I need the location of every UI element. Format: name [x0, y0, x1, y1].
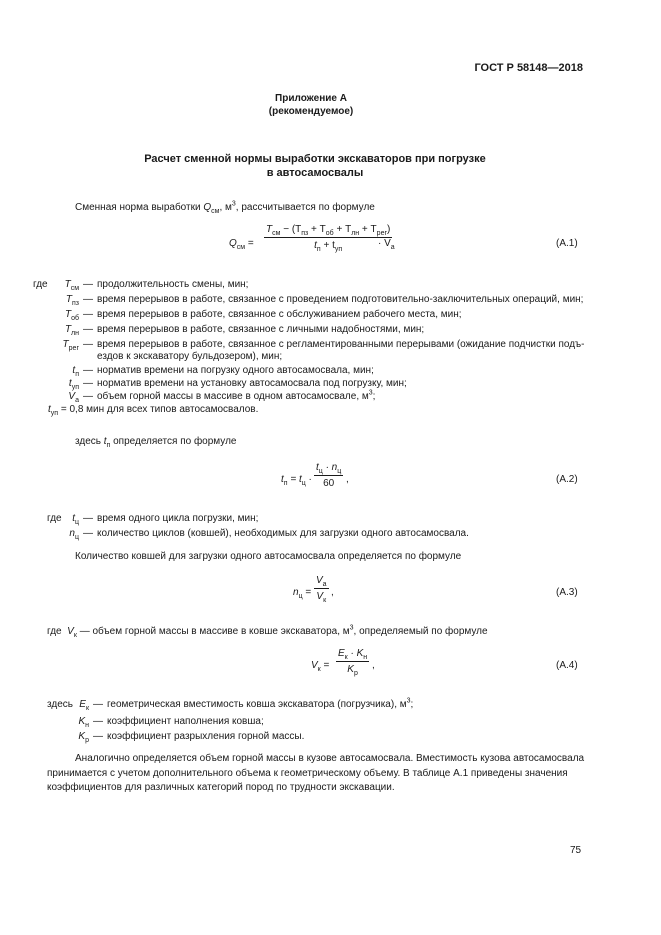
eq4-lhs-sub: к: [317, 666, 321, 673]
def-symbol: [65, 324, 79, 335]
def-symbol-sub: ц: [74, 519, 79, 526]
def-text: [97, 309, 462, 320]
eq3-fraction: [314, 575, 329, 602]
def-text: [97, 365, 374, 376]
intro-sup: 3: [231, 200, 236, 208]
eq1-num-ob: об: [325, 230, 334, 237]
def-text: [107, 716, 264, 727]
eq1-num-ln: лн: [351, 230, 360, 237]
eq1-number: (А.1): [556, 238, 578, 249]
eq1-numerator: [264, 224, 392, 238]
eq4-num-sub2: н: [363, 654, 368, 661]
def-text-body: геометрическая вместимость ковша экскаватора (погрузчика), м: [107, 699, 407, 710]
eq1-num-part1: − (T: [280, 224, 302, 235]
def-symbol-sub: а: [75, 397, 79, 404]
eq3-den-sub: к: [323, 597, 327, 604]
eq1-num-T: T: [266, 224, 273, 235]
def-text-body: количество циклов (ковшей), необходимых для загрузки одного автосамосвала.: [97, 528, 469, 539]
eq1-num-close: ): [387, 224, 391, 235]
eq4-numerator: [336, 648, 369, 662]
def-text: [107, 699, 413, 710]
eq2-number: (А.2): [556, 474, 578, 485]
def-symbol: [65, 279, 79, 290]
appendix-subtitle: (рекомендуемое): [268, 106, 354, 117]
intro-text-a: Сменная норма выработки: [75, 202, 204, 213]
def-dash: —: [83, 365, 93, 376]
def-text: [97, 351, 282, 362]
def-symbol-sub: пз: [72, 300, 79, 307]
intro-symbol: Q: [203, 202, 212, 213]
appendix-title: Приложение А: [275, 93, 347, 104]
def-text-body: ездов к экскаватору бульдозером), мин;: [97, 351, 283, 362]
def-text-sup: 3: [368, 389, 373, 397]
eq2-numerator: [314, 462, 343, 476]
section-title-line1: Расчет сменной нормы выработки экскаваторов при погрузке: [144, 153, 486, 165]
def-symbol-letter: E: [79, 699, 86, 710]
here-tp-a: здесь: [75, 436, 104, 447]
where2-prefix: где: [47, 513, 62, 524]
def-symbol-sub: лн: [71, 330, 79, 337]
eq2-dot: ·: [305, 474, 312, 485]
eq3-num-sub: а: [322, 581, 327, 588]
eq3-lhs-sym: n: [293, 587, 299, 598]
eq4-den-K: K: [347, 664, 354, 675]
eq4-number: (А.4): [556, 660, 578, 671]
eq3-end: ,: [331, 587, 334, 598]
def-dash: —: [93, 716, 103, 727]
eq1-num-pz: пз: [301, 230, 309, 237]
intro-text: [75, 202, 375, 213]
eq1-denominator: [314, 238, 342, 251]
eq3-eq: =: [302, 587, 312, 598]
def-symbol-sub: ц: [74, 534, 79, 541]
def-symbol-sub: см: [70, 285, 79, 292]
where3-dash: —: [79, 626, 90, 637]
def-symbol-letter: t: [72, 513, 75, 524]
def-text-body: продолжительность смены, мин;: [97, 279, 249, 290]
def-text-end: ;: [372, 391, 376, 402]
def-text-body: время одного цикла погрузки, мин;: [97, 513, 259, 524]
def-text-body: норматив времени на погрузку одного автосамосвала, мин;: [97, 365, 374, 376]
def-dash: —: [83, 339, 93, 350]
eq4-num-sub: к: [344, 654, 348, 661]
eq1-den-t: t: [314, 240, 317, 251]
eq2-num-mid: · n: [322, 462, 338, 473]
where4-prefix: здесь: [47, 699, 73, 710]
def-text-body: время перерывов в работе, связанное с обслуживанием рабочего места, мин;: [97, 309, 462, 320]
eq2-denominator: 60: [323, 478, 335, 489]
def-text: [97, 294, 583, 305]
tup-text: = 0,8 мин для всех типов автосамосвалов.: [58, 404, 259, 415]
here-tp-sub: п: [106, 442, 111, 449]
def-text: [107, 731, 304, 742]
def-dash: —: [83, 279, 93, 290]
eq1-tail-sub: а: [390, 244, 395, 251]
intro-text-c: , рассчитывается по формуле: [235, 202, 375, 213]
def-symbol-letter: t: [68, 378, 72, 389]
where3-sym: V: [67, 626, 74, 637]
eq4-num-mid: · K: [347, 648, 364, 659]
def-dash: —: [93, 699, 103, 710]
def-symbol-letter: t: [72, 365, 76, 376]
eq2-eq-sub: ц: [301, 480, 306, 487]
eq1-num-sub: см: [272, 230, 281, 237]
def-text-body: время перерывов в работе, связанное с личными надобностями, мин;: [97, 324, 425, 335]
def-symbol: [72, 365, 79, 376]
def-symbol-letter: T: [64, 309, 72, 320]
eq2-lhs-sub: п: [283, 480, 288, 487]
eq4-num-E: E: [338, 648, 345, 659]
def-symbol-letter: n: [69, 528, 75, 539]
def-text: [97, 528, 469, 539]
def-symbol-letter: T: [62, 339, 69, 350]
eq1-num-reg: рег: [376, 230, 388, 237]
def-symbol-sub: н: [85, 722, 89, 729]
standard-number: ГОСТ Р 58148—2018: [474, 62, 583, 74]
eq1-den-sub: п: [316, 246, 321, 253]
def-symbol: [66, 294, 79, 305]
eq1-lhs: [229, 238, 254, 249]
def-symbol-letter: T: [65, 294, 72, 305]
tup-note: [48, 404, 258, 415]
eq2-num-sub: ц: [318, 468, 323, 475]
def-text: [97, 339, 584, 350]
where3-line: [47, 626, 488, 637]
eq2-lhs-sym: t: [281, 474, 284, 485]
def-symbol-letter: K: [78, 731, 86, 742]
eq1-tail: [378, 238, 395, 249]
def-dash: —: [83, 528, 93, 539]
eq2-num-sub2: ц: [337, 468, 342, 475]
eq1-num-part2: + T: [308, 224, 326, 235]
def-symbol: [65, 309, 79, 320]
eq3-lhs: [293, 587, 311, 598]
eq1-den-sub2: уп: [334, 246, 343, 253]
def-symbol: [72, 513, 79, 524]
closing-line2: принимается с учетом дополнительного объема к геометрическому объему. В таблице А.1 приведены значения: [47, 768, 568, 779]
def-dash: —: [83, 378, 93, 389]
buckets-text: Количество ковшей для загрузки одного автосамосвала определяется по формуле: [75, 551, 462, 562]
eq1-lhs-sub: см: [236, 244, 246, 251]
def-text-body: время перерывов в работе, связанное с регламентированными перерывами (ожидание подчистки подъ-: [97, 339, 585, 350]
def-dash: —: [83, 309, 93, 320]
here-tp-sym: t: [103, 436, 107, 447]
def-text-end: ;: [410, 699, 414, 710]
intro-text-b: , м: [219, 202, 232, 213]
eq1-lhs-sym: Q: [229, 238, 237, 249]
eq3-lhs-sub: ц: [298, 593, 303, 600]
eq2-num-t: t: [316, 462, 319, 473]
eq1-den-plus: + t: [320, 240, 335, 251]
def-text: [97, 513, 258, 524]
intro-symbol-sub: см: [211, 208, 220, 215]
eq1-tail-V: · V: [378, 238, 391, 249]
def-dash: —: [83, 513, 93, 524]
where3-text: объем горной массы в массиве в ковше экскаватора, м: [92, 626, 350, 637]
here-tp-b: определяется по формуле: [110, 436, 237, 447]
eq3-num-V: V: [316, 575, 323, 586]
eq3-number: (А.3): [556, 587, 578, 598]
def-symbol-letter: V: [68, 391, 76, 402]
eq3-den-V: V: [316, 591, 324, 602]
def-symbol: [78, 716, 89, 727]
def-dash: —: [83, 391, 93, 402]
def-symbol-letter: T: [64, 324, 72, 335]
eq1-num-part3: + T: [333, 224, 352, 235]
eq4-lhs-sym: V: [311, 660, 318, 671]
def-text: [97, 279, 248, 290]
def-text-body: время перерывов в работе, связанное с проведением подготовительно-заключительных операций, мин;: [97, 294, 584, 305]
def-symbol-sub: п: [75, 371, 79, 378]
def-symbol-sub: к: [85, 705, 89, 712]
def-symbol-sub: р: [85, 737, 89, 744]
eq2-fraction: [314, 462, 343, 489]
where3-prefix: где: [47, 626, 62, 637]
def-symbol-letter: T: [64, 279, 71, 290]
here-tp-text: [75, 436, 236, 447]
def-symbol: [69, 378, 79, 389]
def-text: [97, 324, 424, 335]
def-symbol: [79, 699, 89, 710]
def-symbol: [69, 528, 79, 539]
where3-end: , определяемый по формуле: [353, 626, 488, 637]
tup-sym: t: [48, 404, 51, 415]
def-dash: —: [93, 731, 103, 742]
def-symbol: [68, 391, 79, 402]
page-number: 75: [570, 845, 582, 856]
def-symbol: [63, 339, 79, 350]
def-symbol-sub: уп: [71, 384, 79, 391]
eq2-eq: = t: [287, 474, 302, 485]
def-symbol-sub: об: [71, 315, 79, 322]
eq4-denominator: [347, 662, 358, 675]
def-text: [97, 391, 375, 402]
def-text-sup: 3: [406, 697, 411, 705]
eq4-end: ,: [372, 660, 375, 671]
eq4-fraction: [336, 648, 369, 675]
eq3-denominator: [316, 589, 326, 602]
where3-sub: к: [73, 632, 77, 639]
tup-sub: уп: [50, 410, 59, 417]
section-title-line2: в автосамосвалы: [266, 167, 364, 179]
where3-sup: 3: [349, 624, 354, 632]
eq2-lhs: [281, 474, 312, 485]
eq1-fraction: [264, 224, 392, 251]
eq1-equals: =: [245, 238, 254, 249]
eq1-num-part4: + T: [359, 224, 377, 235]
def-symbol-sub: рег: [68, 345, 79, 352]
eq4-lhs: [311, 660, 329, 671]
def-dash: —: [83, 294, 93, 305]
eq3-numerator: [314, 575, 329, 589]
def-text-body: объем горной массы в массиве в одном автосамосвале, м: [97, 391, 369, 402]
eq4-den-sub: р: [353, 670, 358, 677]
closing-line3: коэффициентов для различных категорий пород по трудности экскавации.: [47, 782, 395, 793]
def-text-body: норматив времени на установку автосамосвала под погрузку, мин;: [97, 378, 407, 389]
def-dash: —: [83, 324, 93, 335]
eq2-end: ,: [346, 474, 349, 485]
def-text: [97, 378, 407, 389]
eq4-eq: =: [320, 660, 330, 671]
def-symbol: [78, 731, 89, 742]
def-text-body: коэффициент наполнения ковша;: [107, 716, 264, 727]
def-text-body: коэффициент разрыхления горной массы.: [107, 731, 305, 742]
def-symbol-letter: K: [78, 716, 86, 727]
where1-prefix: где: [33, 279, 48, 290]
closing-line1: Аналогично определяется объем горной массы в кузове автосамосвала. Вместимость кузова автосамосвала: [75, 753, 585, 764]
